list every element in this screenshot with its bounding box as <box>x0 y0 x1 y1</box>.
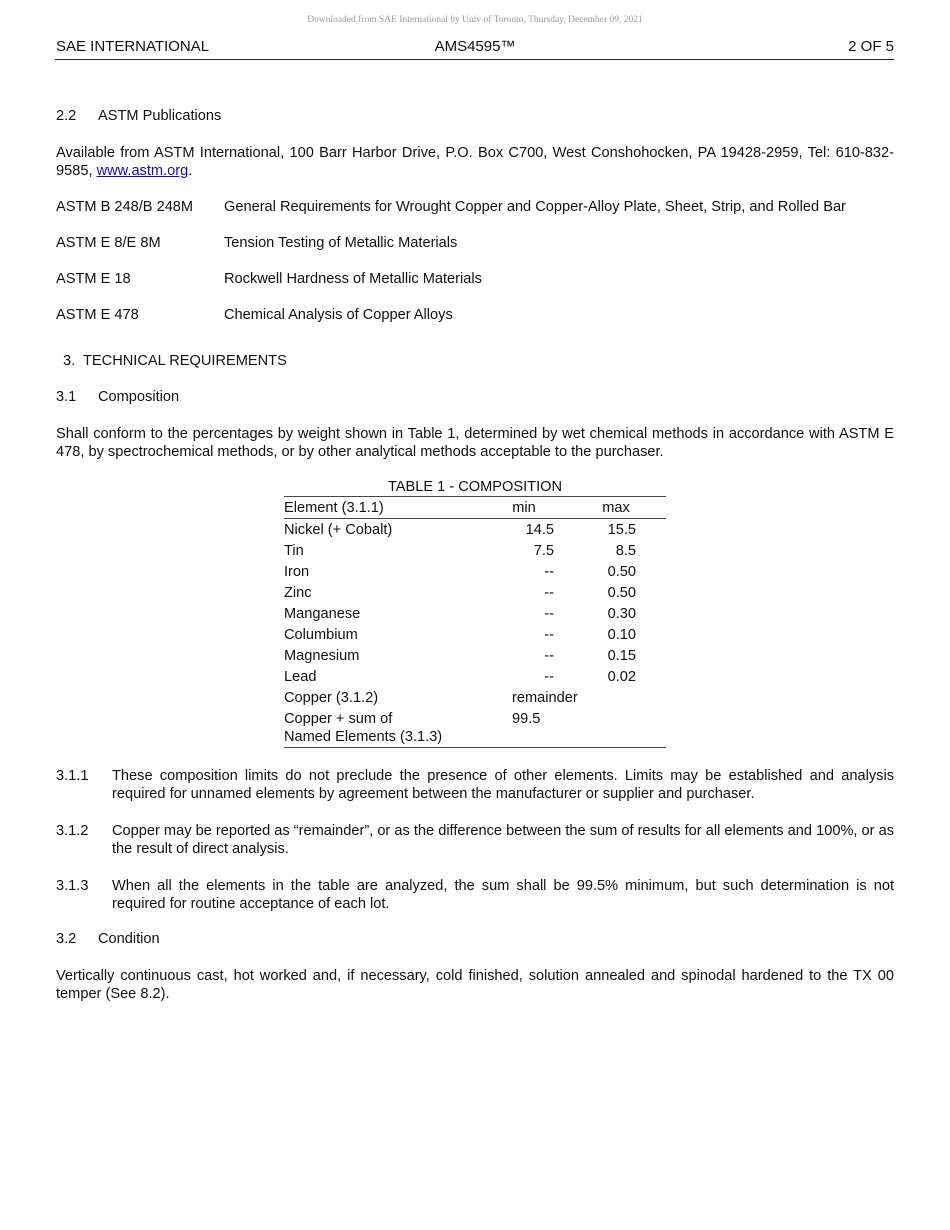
header-divider <box>55 59 894 60</box>
header-page-number: 2 OF 5 <box>848 38 894 55</box>
header-document-id: AMS4595™ <box>434 38 516 55</box>
subsection-number: 3.1.1 <box>56 768 89 784</box>
column-header-max: max <box>602 500 630 516</box>
reference-code: ASTM E 18 <box>56 271 131 287</box>
table-row: Manganese -- 0.30 <box>284 606 636 622</box>
download-watermark: Downloaded from SAE International by Univ of Toronto, Thursday, December 09, 2021 <box>307 15 643 25</box>
table-row: Columbium -- 0.10 <box>284 627 636 643</box>
reference-code: ASTM E 478 <box>56 307 139 323</box>
reference-title: Rockwell Hardness of Metallic Materials <box>224 271 482 287</box>
subsection-text: Copper may be reported as “remainder”, or as the difference between the sum of results for all elements and 100%, or as the result of direct analysis. <box>112 823 894 857</box>
subsection-number: 3.1.3 <box>56 878 89 894</box>
header-organization: SAE INTERNATIONAL <box>56 38 210 55</box>
section-2-2-title: ASTM Publications <box>98 108 222 124</box>
column-header-min: min <box>512 500 536 516</box>
table-row: Copper + sum of Named Elements (3.1.3) 99.5 <box>284 711 541 745</box>
table-bottom-rule <box>284 747 666 748</box>
subsection-text: When all the elements in the table are analyzed, the sum shall be 99.5% minimum, but such determination is not required for routine acceptance of each lot. <box>112 878 894 912</box>
composition-paragraph: Shall conform to the percentages by weight shown in Table 1, determined by wet chemical methods in accordance with ASTM E 478, by spectrochemical methods, or by other analytical methods acceptable to the purchaser. <box>56 426 894 460</box>
column-header-element: Element (3.1.1) <box>284 500 384 516</box>
astm-availability-paragraph: Available from ASTM International, 100 Barr Harbor Drive, P.O. Box C700, West Conshohocken, PA 19428-2959, Tel: 610-832-9585, www.astm.org. <box>56 145 894 179</box>
table-row: Lead -- 0.02 <box>284 669 636 685</box>
section-3-2-title: Condition <box>98 931 160 947</box>
reference-title: Chemical Analysis of Copper Alloys <box>224 307 453 323</box>
section-3-2-number: 3.2 <box>56 931 77 947</box>
reference-code: ASTM B 248/B 248M <box>56 199 194 215</box>
table-title: TABLE 1 - COMPOSITION <box>387 479 563 495</box>
section-3-heading: 3. TECHNICAL REQUIREMENTS <box>63 353 287 369</box>
section-2-2-number: 2.2 <box>56 108 77 124</box>
table-row: Tin 7.5 8.5 <box>284 543 636 559</box>
table-top-rule <box>284 496 666 497</box>
table-row: Magnesium -- 0.15 <box>284 648 636 664</box>
section-3-1-title: Composition <box>98 389 180 405</box>
table-row: Zinc -- 0.50 <box>284 585 636 601</box>
table-row: Iron -- 0.50 <box>284 564 636 580</box>
reference-title: General Requirements for Wrought Copper and Copper-Alloy Plate, Sheet, Strip, and Rolled Bar <box>224 199 846 215</box>
reference-code: ASTM E 8/E 8M <box>56 235 161 251</box>
table-row: Copper (3.1.2) remainder <box>284 690 578 706</box>
subsection-text: These composition limits do not preclude the presence of other elements. Limits may be established and analysis required for unnamed elements by agreement between the manufacturer or supplier and purchaser. <box>112 768 894 802</box>
section-3-1-number: 3.1 <box>56 389 77 405</box>
reference-title: Tension Testing of Metallic Materials <box>224 235 458 251</box>
subsection-number: 3.1.2 <box>56 823 89 839</box>
astm-website-link[interactable]: www.astm.org <box>96 162 189 179</box>
condition-paragraph: Vertically continuous cast, hot worked and, if necessary, cold finished, solution annealed and spinodal hardened to the TX 00 temper (See 8.2). <box>56 968 894 1002</box>
table-row: Nickel (+ Cobalt) 14.5 15.5 <box>284 522 636 538</box>
table-header-rule <box>284 518 666 519</box>
